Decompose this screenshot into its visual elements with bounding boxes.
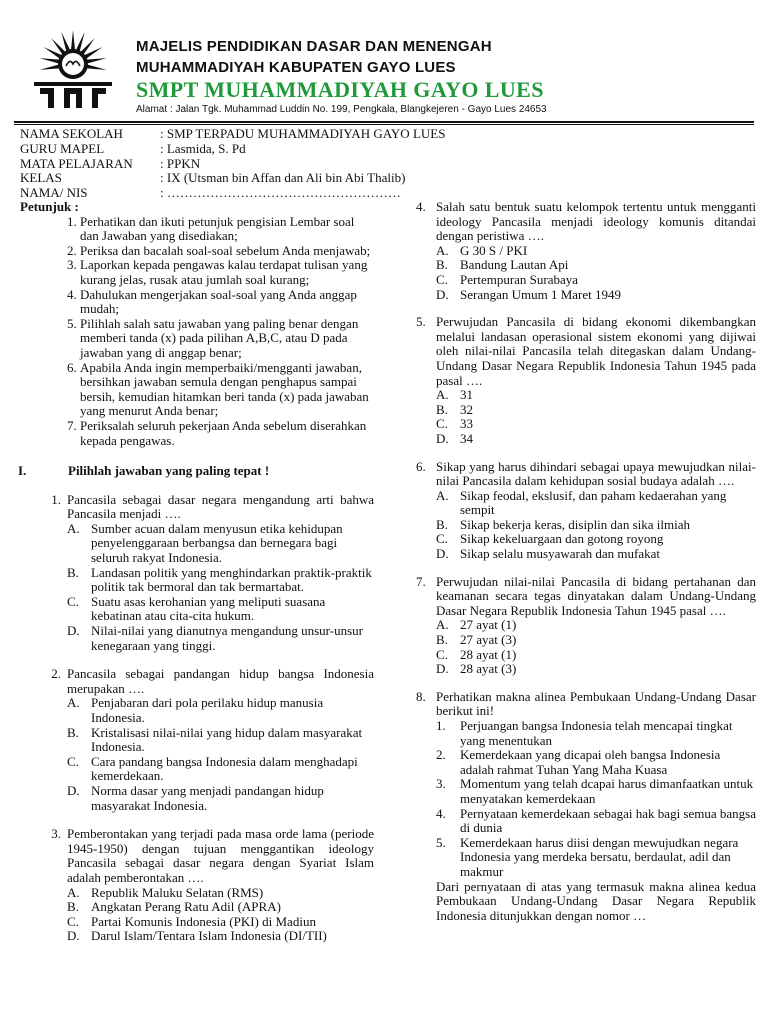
answer-option[interactable] — [67, 784, 374, 813]
info-value: : ……………………………………………… — [160, 185, 401, 201]
question-number: 2. — [51, 666, 61, 682]
option-text: 27 ayat (1) — [460, 617, 517, 633]
answer-option[interactable] — [436, 273, 756, 288]
question-body — [67, 667, 374, 813]
info-row — [20, 186, 445, 201]
question-body — [436, 460, 756, 562]
option-letter: A. — [67, 884, 80, 900]
option-text: Kemerdekaan harus diisi dengan mewujudkan negara Indonesia yang merdeka bersatu, berdaulat, adil dan makmur — [460, 834, 739, 879]
option-text: Kemerdekaan yang dicapai oleh bangsa Indonesia adalah rahmat Tuhan Yang Maha Kuasa — [460, 747, 721, 777]
info-row — [20, 157, 445, 172]
info-value: : Lasmida, S. Pd — [160, 140, 246, 156]
section-title: Pilihlah jawaban yang paling tepat ! — [68, 463, 270, 479]
question-number: 8. — [416, 688, 426, 704]
instruction-item: 3. Laporkan kepada pengawas kalau terdapat tulisan yang kurang jelas, rusak atau jumlah soal kurang; — [80, 258, 374, 287]
section-number: I. — [18, 463, 27, 479]
answer-option[interactable] — [436, 719, 756, 748]
option-letter: D. — [436, 546, 449, 562]
answer-option[interactable] — [436, 432, 756, 447]
info-label: NAMA/ NIS — [20, 185, 88, 201]
option-text: Landasan politik yang menghindarkan praktik-praktik politik tak bermoral dan tak bermartabat. — [91, 564, 372, 595]
question-body — [67, 493, 374, 654]
option-text: Perjuangan bangsa Indonesia telah mencapai tingkat yang menentukan — [460, 718, 733, 748]
question-body — [436, 200, 756, 302]
answer-option[interactable] — [436, 388, 756, 403]
option-text: Partai Komunis Indonesia (PKI) di Madiun — [91, 913, 316, 929]
question-text: Perhatikan makna alinea Pembukaan Undang-Undang Dasar berikut ini! — [436, 688, 756, 719]
option-letter: 2. — [436, 747, 446, 763]
instruction-item: 1. Perhatikan dan ikuti petunjuk pengisian Lembar soal dan Jawaban yang disediakan; — [80, 215, 374, 244]
option-letter: A. — [436, 617, 449, 633]
option-letter: A. — [67, 695, 80, 711]
info-value: : SMP TERPADU MUHAMMADIYAH GAYO LUES — [160, 126, 446, 141]
info-value: : IX (Utsman bin Affan dan Ali bin Abi Thalib) — [160, 170, 406, 186]
answer-option[interactable] — [67, 624, 374, 653]
option-letter: B. — [67, 724, 79, 740]
option-text: Momentum yang telah dcapai harus dimanfaatkan untuk menyatakan kemerdekaan — [460, 776, 754, 806]
instruction-item: 7. Periksalah seluruh pekerjaan Anda sebelum diserahkan kepada pengawas. — [80, 419, 374, 448]
instructions-title: Petunjuk : — [20, 199, 79, 214]
answer-option[interactable] — [67, 566, 374, 595]
question-number: 1. — [51, 491, 61, 507]
answer-option[interactable] — [436, 258, 756, 273]
answer-option[interactable] — [436, 807, 756, 836]
option-letter: B. — [67, 564, 79, 580]
answer-option[interactable] — [436, 836, 756, 880]
option-letter: C. — [436, 531, 448, 547]
option-text: Sikap feodal, ekslusif, dan paham kedaerahan yang sempit — [460, 487, 727, 518]
option-text: 28 ayat (3) — [460, 661, 517, 677]
option-text: Angkatan Perang Ratu Adil (APRA) — [91, 899, 281, 915]
option-letter: D. — [436, 286, 449, 302]
question — [416, 575, 756, 677]
option-letter: D. — [436, 661, 449, 677]
answer-option[interactable] — [67, 929, 374, 944]
option-text: Bandung Lautan Api — [460, 257, 569, 273]
info-label: MATA PELAJARAN — [20, 155, 133, 171]
answer-option[interactable] — [67, 726, 374, 755]
answer-option[interactable] — [67, 755, 374, 784]
option-letter: C. — [436, 646, 448, 662]
question — [416, 200, 756, 302]
option-letter: D. — [67, 782, 80, 798]
option-text: 34 — [460, 430, 473, 446]
question — [18, 667, 374, 813]
info-row — [20, 171, 445, 186]
option-letter: C. — [436, 271, 448, 287]
question-body — [67, 827, 374, 944]
question-number: 6. — [416, 458, 426, 474]
answer-option[interactable] — [436, 244, 756, 259]
answer-option[interactable] — [436, 748, 756, 777]
left-questions — [18, 493, 374, 944]
right-column — [416, 200, 756, 923]
option-letter: A. — [436, 487, 449, 503]
option-text: Norma dasar yang menjadi pandangan hidup masyarakat Indonesia. — [91, 782, 324, 813]
option-letter: C. — [67, 913, 79, 929]
option-letter: B. — [436, 401, 448, 417]
option-text: Suatu asas kerohanian yang meliputi suasana kebatinan atau cita-cita hukum. — [91, 593, 326, 624]
option-text: Nilai-nilai yang dianutnya mengandung unsur-unsur kenegaraan yang tinggi. — [91, 623, 363, 653]
option-text: 32 — [460, 401, 473, 417]
question-number: 3. — [51, 826, 61, 842]
option-letter: A. — [436, 242, 449, 258]
answer-option[interactable] — [67, 522, 374, 566]
answer-option[interactable] — [67, 915, 374, 930]
header-divider-thick — [14, 121, 754, 123]
option-text: 28 ayat (1) — [460, 646, 517, 662]
question — [416, 315, 756, 446]
instruction-item: 6. Apabila Anda ingin memperbaiki/mengganti jawaban, bersihkan jawaban semula dengan penghapus sampai bersih, kemudian hitamkan beri tanda (x) pada jawaban yang menurut Anda benar; — [80, 361, 374, 419]
answer-option[interactable] — [436, 532, 756, 547]
option-letter: 5. — [436, 834, 446, 850]
instruction-item: 4. Dahulukan mengerjakan soal-soal yang Anda anggap mudah; — [80, 288, 374, 317]
answer-option[interactable] — [67, 900, 374, 915]
option-letter: C. — [67, 753, 79, 769]
option-text: 27 ayat (3) — [460, 632, 517, 648]
info-row — [20, 142, 445, 157]
question-number: 7. — [416, 573, 426, 589]
question-text: Pemberontakan yang terjadi pada masa orde lama (periode 1945-1950) dengan tujuan menggantikan ideology Pancasila sebagai dasar negara dengan Syariat Islam adalah pemberontakan …. — [67, 826, 374, 885]
answer-option[interactable] — [436, 648, 756, 663]
option-text: 31 — [460, 387, 473, 403]
option-text: Cara pandang bangsa Indonesia dalam menghadapi kemerdekaan. — [91, 753, 358, 784]
question-text: Pancasila sebagai pandangan hidup bangsa Indonesia merupakan …. — [67, 666, 374, 696]
left-column — [18, 200, 374, 944]
exam-info — [20, 127, 445, 201]
instruction-item: 5. Pilihlah salah satu jawaban yang paling benar dengan memberi tanda (x) pada pilihan A,B,C, atau D pada jawaban yang di anggap benar; — [80, 317, 374, 361]
answer-option[interactable] — [436, 518, 756, 533]
answer-option[interactable] — [436, 403, 756, 418]
answer-option[interactable] — [67, 595, 374, 624]
question-text: Perwujudan Pancasila di bidang ekonomi dikembangkan melalui landasan operasional sistem ekonomi yang dijiwai oleh nilai-nilai Pancasila telah ditegaskan dalam Undang-Undang Dasar Negara Republik Indonesia Tahun 1945 pada pasal …. — [436, 314, 756, 388]
instruction-item: 2. Periksa dan bacalah soal-soal sebelum Anda menjawab; — [80, 244, 374, 259]
answer-option[interactable] — [67, 696, 374, 725]
question-text: Salah satu bentuk suatu kelompok tertentu untuk mengganti ideology Pancasila menjadi ideology komunis ditandai dengan peristiwa …. — [436, 199, 756, 244]
question-number: 5. — [416, 314, 426, 330]
question-body — [436, 575, 756, 677]
option-letter: C. — [67, 593, 79, 609]
answer-option[interactable] — [436, 489, 756, 518]
answer-option[interactable] — [436, 618, 756, 633]
option-text: Pertempuran Surabaya — [460, 271, 579, 287]
option-text: Republik Maluku Selatan (RMS) — [91, 884, 264, 900]
question-body — [436, 315, 756, 446]
question — [416, 460, 756, 562]
answer-option[interactable] — [436, 633, 756, 648]
option-text: Sikap bekerja keras, disiplin dan sika ilmiah — [460, 516, 690, 532]
header-line2: MUHAMMADIYAH KABUPATEN GAYO LUES — [136, 59, 456, 76]
answer-option[interactable] — [436, 288, 756, 303]
question-text: Pancasila sebagai dasar negara mengandung arti bahwa Pancasila menjadi …. — [67, 491, 374, 522]
header-line1: MAJELIS PENDIDIKAN DASAR DAN MENENGAH — [136, 38, 492, 55]
option-letter: B. — [436, 516, 448, 532]
question-text: Perwujudan nilai-nilai Pancasila di bidang pertahanan dan keamanan secara tegas dinyatakan dalam Undang-Undang Dasar Negara Republik Indonesia Tahun 1945 pasal …. — [436, 573, 756, 618]
info-label: GURU MAPEL — [20, 140, 105, 156]
answer-option[interactable] — [436, 417, 756, 432]
option-text: Sikap selalu musyawarah dan mufakat — [460, 546, 660, 562]
info-label: KELAS — [20, 170, 62, 186]
option-text: Sikap kekeluargaan dan gotong royong — [460, 531, 664, 547]
instructions-list — [18, 215, 374, 449]
answer-option[interactable] — [67, 886, 374, 901]
school-address: Alamat : Jalan Tgk. Muhammad Luddin No. 199, Pengkala, Blangkejeren - Gayo Lues 24653 — [136, 104, 547, 115]
option-letter: 3. — [436, 776, 446, 792]
header-divider-thin — [14, 124, 754, 125]
option-text: Pernyataan kemerdekaan sebagai hak bagi semua bangsa di dunia — [460, 805, 756, 836]
question — [18, 827, 374, 944]
option-letter: A. — [67, 520, 80, 536]
option-letter: D. — [67, 623, 80, 639]
letterhead — [0, 0, 768, 120]
section-heading — [18, 464, 374, 479]
option-letter: B. — [67, 899, 79, 915]
option-text: G 30 S / PKI — [460, 242, 528, 258]
option-letter: 1. — [436, 718, 446, 733]
option-letter: B. — [436, 257, 448, 273]
option-letter: B. — [436, 632, 448, 648]
question — [416, 690, 756, 924]
answer-option[interactable] — [436, 662, 756, 677]
option-letter: C. — [436, 416, 448, 432]
option-text: Serangan Umum 1 Maret 1949 — [460, 286, 622, 302]
question-number: 4. — [416, 199, 426, 214]
info-label: NAMA SEKOLAH — [20, 126, 123, 141]
answer-option[interactable] — [436, 547, 756, 562]
option-text: Sumber acuan dalam menyusun etika kehidupan penyelenggaraan berbangsa dan bernegara bagi seluruh rakyat Indonesia. — [91, 520, 343, 566]
question-closing-text: Dari pernyataan di atas yang termasuk makna alinea kedua Pembukaan Undang-Undang Dasar Negara Republik Indonesia ditunjukkan dengan nomor … — [436, 878, 756, 923]
answer-option[interactable] — [436, 777, 756, 806]
option-text: Darul Islam/Tentara Islam Indonesia (DI/TII) — [91, 928, 327, 944]
option-letter: D. — [67, 928, 80, 944]
question — [18, 493, 374, 654]
school-name: SMPT MUHAMMADIYAH GAYO LUES — [136, 77, 544, 102]
question-text: Sikap yang harus dihindari sebagai upaya mewujudkan nilai-nilai Pancasila dalam kehidupan sosial budaya adalah …. — [436, 458, 756, 489]
option-text: Penjabaran dari pola perilaku hidup manusia Indonesia. — [91, 695, 324, 725]
info-value: : PPKN — [160, 155, 201, 171]
muhammadiyah-logo-icon — [20, 30, 126, 110]
option-text: Kristalisasi nilai-nilai yang hidup dalam masyarakat Indonesia. — [91, 724, 363, 755]
option-letter: A. — [436, 387, 449, 403]
info-row — [20, 127, 445, 142]
right-questions — [416, 200, 756, 923]
question-body — [436, 690, 756, 924]
option-text: 33 — [460, 416, 473, 432]
option-letter: D. — [436, 430, 449, 446]
option-letter: 4. — [436, 805, 446, 821]
